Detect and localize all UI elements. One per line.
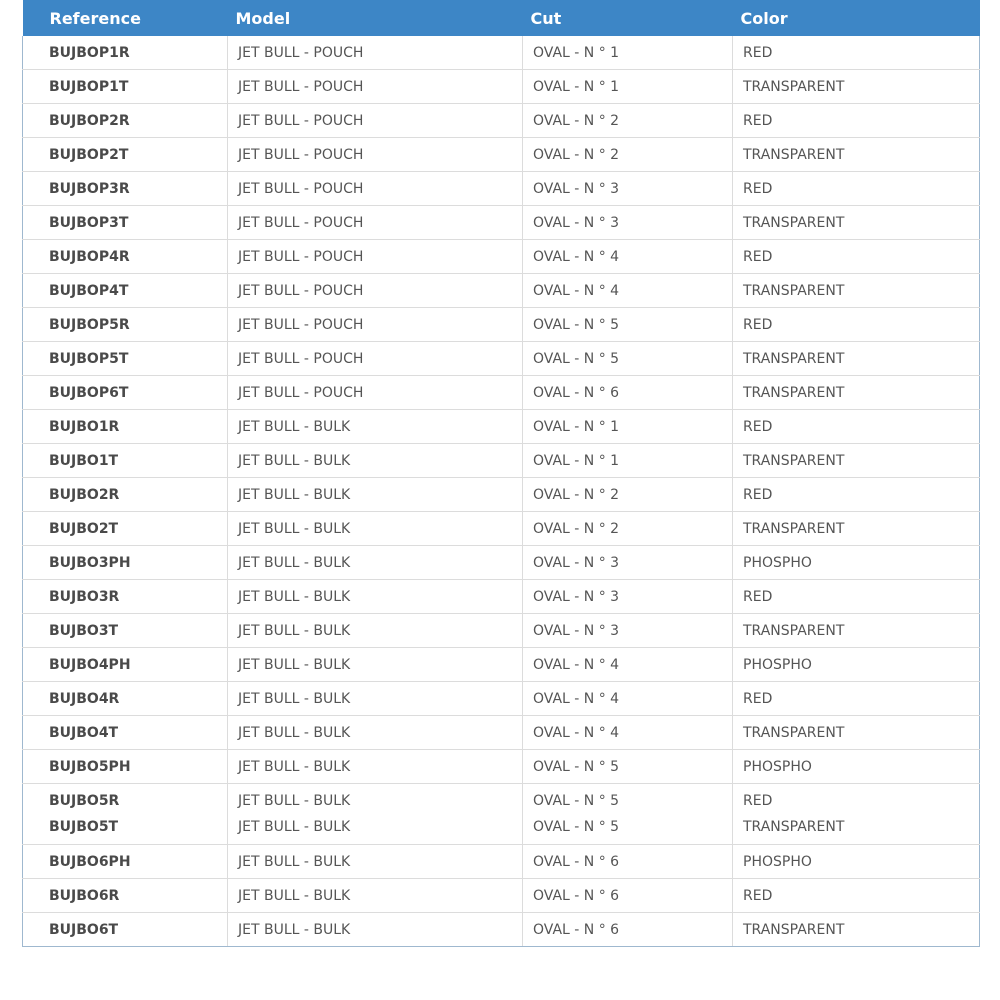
cell-cut: OVAL - N ° 1 bbox=[523, 36, 733, 70]
cell-cut: OVAL - N ° 1 bbox=[523, 70, 733, 104]
cell-model: JET BULL - BULK bbox=[228, 512, 523, 546]
cell-reference: BUJBO4PH bbox=[23, 648, 228, 682]
cell-reference: BUJBOP1R bbox=[23, 36, 228, 70]
cell-cut: OVAL - N ° 6 bbox=[523, 913, 733, 947]
cell-cut: OVAL - N ° 6 bbox=[523, 879, 733, 913]
cell-color: TRANSPARENT bbox=[733, 614, 980, 648]
cell-color: RED bbox=[733, 308, 980, 342]
product-table bbox=[22, 0, 980, 947]
cell-reference: BUJBO4T bbox=[23, 716, 228, 750]
cell-color: TRANSPARENT bbox=[733, 206, 980, 240]
cell-color: PHOSPHO bbox=[733, 546, 980, 580]
cell-reference: BUJBOP1T bbox=[23, 70, 228, 104]
cell-reference: BUJBO1R bbox=[23, 410, 228, 444]
cell-reference: BUJBO3PH bbox=[23, 546, 228, 580]
column-header-reference: Reference bbox=[49, 8, 141, 28]
cell-reference: BUJBOP2T bbox=[23, 138, 228, 172]
cell-reference: BUJBO6T bbox=[23, 913, 228, 947]
cell-model-line: JET BULL - BULK bbox=[238, 819, 351, 835]
table-row bbox=[23, 376, 980, 410]
product-table-container bbox=[22, 0, 979, 947]
cell-color: RED bbox=[733, 240, 980, 274]
cell-cut: OVAL - N ° 4 bbox=[523, 274, 733, 308]
table-row bbox=[23, 138, 980, 172]
cell-model bbox=[228, 784, 523, 845]
cell-model: JET BULL - BULK bbox=[228, 648, 523, 682]
cell-reference: BUJBOP3T bbox=[23, 206, 228, 240]
table-header bbox=[23, 0, 980, 36]
cell-reference: BUJBO2R bbox=[23, 478, 228, 512]
cell-color: TRANSPARENT bbox=[733, 716, 980, 750]
cell-cut: OVAL - N ° 5 bbox=[523, 308, 733, 342]
cell-cut: OVAL - N ° 1 bbox=[523, 444, 733, 478]
cell-color: PHOSPHO bbox=[733, 648, 980, 682]
cell-color: RED bbox=[733, 104, 980, 138]
cell-model: JET BULL - BULK bbox=[228, 410, 523, 444]
table-row bbox=[23, 512, 980, 546]
cell-model: JET BULL - BULK bbox=[228, 580, 523, 614]
cell-reference: BUJBO2T bbox=[23, 512, 228, 546]
cell-color-line: TRANSPARENT bbox=[743, 819, 845, 835]
cell-cut: OVAL - N ° 3 bbox=[523, 580, 733, 614]
cell-model: JET BULL - BULK bbox=[228, 913, 523, 947]
table-body bbox=[23, 36, 980, 947]
cell-reference-line: BUJBO5T bbox=[49, 819, 119, 835]
cell-model: JET BULL - BULK bbox=[228, 614, 523, 648]
table-row bbox=[23, 206, 980, 240]
cell-cut: OVAL - N ° 3 bbox=[523, 546, 733, 580]
column-header-cut: Cut bbox=[530, 8, 562, 28]
cell-cut: OVAL - N ° 4 bbox=[523, 648, 733, 682]
cell-reference: BUJBOP4R bbox=[23, 240, 228, 274]
cell-model: JET BULL - BULK bbox=[228, 682, 523, 716]
cell-cut: OVAL - N ° 5 bbox=[523, 750, 733, 784]
cell-model: JET BULL - POUCH bbox=[228, 240, 523, 274]
cell-cut: OVAL - N ° 3 bbox=[523, 614, 733, 648]
cell-color: RED bbox=[733, 410, 980, 444]
table-row bbox=[23, 240, 980, 274]
table-row bbox=[23, 36, 980, 70]
cell-cut: OVAL - N ° 2 bbox=[523, 138, 733, 172]
table-row bbox=[23, 580, 980, 614]
cell-color: TRANSPARENT bbox=[733, 138, 980, 172]
cell-color: RED bbox=[733, 879, 980, 913]
table-row bbox=[23, 682, 980, 716]
cell-model: JET BULL - POUCH bbox=[228, 342, 523, 376]
cell-color: TRANSPARENT bbox=[733, 913, 980, 947]
table-row bbox=[23, 274, 980, 308]
cell-model: JET BULL - POUCH bbox=[228, 138, 523, 172]
table-row bbox=[23, 750, 980, 784]
table-row bbox=[23, 913, 980, 947]
cell-reference: BUJBO3R bbox=[23, 580, 228, 614]
cell-model: JET BULL - BULK bbox=[228, 444, 523, 478]
table-row bbox=[23, 70, 980, 104]
table-row bbox=[23, 342, 980, 376]
cell-reference: BUJBO4R bbox=[23, 682, 228, 716]
cell-color: TRANSPARENT bbox=[733, 70, 980, 104]
table-row bbox=[23, 444, 980, 478]
cell-model: JET BULL - POUCH bbox=[228, 376, 523, 410]
cell-model: JET BULL - POUCH bbox=[228, 70, 523, 104]
table-row bbox=[23, 614, 980, 648]
cell-reference bbox=[23, 784, 228, 845]
cell-cut: OVAL - N ° 2 bbox=[523, 512, 733, 546]
cell-color: TRANSPARENT bbox=[733, 512, 980, 546]
cell-color-line: RED bbox=[743, 793, 773, 809]
cell-cut: OVAL - N ° 2 bbox=[523, 104, 733, 138]
cell-model: JET BULL - BULK bbox=[228, 879, 523, 913]
cell-cut: OVAL - N ° 4 bbox=[523, 240, 733, 274]
cell-model: JET BULL - POUCH bbox=[228, 206, 523, 240]
table-row bbox=[23, 845, 980, 879]
cell-color: TRANSPARENT bbox=[733, 444, 980, 478]
cell-cut bbox=[523, 784, 733, 845]
cell-cut: OVAL - N ° 5 bbox=[523, 342, 733, 376]
cell-cut-line: OVAL - N ° 5 bbox=[533, 793, 620, 809]
cell-model: JET BULL - BULK bbox=[228, 750, 523, 784]
cell-model: JET BULL - POUCH bbox=[228, 36, 523, 70]
table-row bbox=[23, 104, 980, 138]
cell-reference: BUJBO3T bbox=[23, 614, 228, 648]
cell-reference: BUJBO6PH bbox=[23, 845, 228, 879]
cell-color: RED bbox=[733, 36, 980, 70]
cell-cut: OVAL - N ° 4 bbox=[523, 716, 733, 750]
cell-color: TRANSPARENT bbox=[733, 342, 980, 376]
header-row bbox=[23, 0, 980, 36]
table-row bbox=[23, 478, 980, 512]
cell-model: JET BULL - BULK bbox=[228, 845, 523, 879]
cell-reference: BUJBOP6T bbox=[23, 376, 228, 410]
cell-color: RED bbox=[733, 580, 980, 614]
table-row bbox=[23, 308, 980, 342]
cell-reference: BUJBO5PH bbox=[23, 750, 228, 784]
column-header-model: Model bbox=[235, 8, 291, 28]
table-row bbox=[23, 546, 980, 580]
table-row bbox=[23, 172, 980, 206]
cell-model: JET BULL - POUCH bbox=[228, 308, 523, 342]
cell-color: RED bbox=[733, 682, 980, 716]
cell-reference: BUJBOP3R bbox=[23, 172, 228, 206]
cell-cut: OVAL - N ° 2 bbox=[523, 478, 733, 512]
cell-cut: OVAL - N ° 1 bbox=[523, 410, 733, 444]
cell-cut: OVAL - N ° 6 bbox=[523, 376, 733, 410]
cell-cut: OVAL - N ° 4 bbox=[523, 682, 733, 716]
cell-reference: BUJBOP5T bbox=[23, 342, 228, 376]
cell-color: TRANSPARENT bbox=[733, 274, 980, 308]
cell-reference: BUJBO6R bbox=[23, 879, 228, 913]
table-row bbox=[23, 410, 980, 444]
cell-color: RED bbox=[733, 478, 980, 512]
cell-reference: BUJBOP5R bbox=[23, 308, 228, 342]
cell-reference: BUJBO1T bbox=[23, 444, 228, 478]
cell-color: RED bbox=[733, 172, 980, 206]
cell-reference: BUJBOP2R bbox=[23, 104, 228, 138]
cell-color: PHOSPHO bbox=[733, 750, 980, 784]
cell-color: PHOSPHO bbox=[733, 845, 980, 879]
cell-model: JET BULL - BULK bbox=[228, 716, 523, 750]
cell-cut: OVAL - N ° 6 bbox=[523, 845, 733, 879]
cell-reference-line: BUJBO5R bbox=[49, 793, 120, 809]
cell-reference: BUJBOP4T bbox=[23, 274, 228, 308]
cell-color bbox=[733, 784, 980, 845]
cell-model: JET BULL - POUCH bbox=[228, 104, 523, 138]
table-row bbox=[23, 716, 980, 750]
cell-model: JET BULL - POUCH bbox=[228, 172, 523, 206]
cell-model: JET BULL - POUCH bbox=[228, 274, 523, 308]
cell-model-line: JET BULL - BULK bbox=[238, 793, 351, 809]
column-header-color: Color bbox=[740, 8, 788, 28]
table-row bbox=[23, 784, 980, 845]
table-row bbox=[23, 648, 980, 682]
cell-model: JET BULL - BULK bbox=[228, 546, 523, 580]
cell-model: JET BULL - BULK bbox=[228, 478, 523, 512]
cell-cut-line: OVAL - N ° 5 bbox=[533, 819, 620, 835]
cell-cut: OVAL - N ° 3 bbox=[523, 206, 733, 240]
cell-color: TRANSPARENT bbox=[733, 376, 980, 410]
table-row bbox=[23, 879, 980, 913]
cell-cut: OVAL - N ° 3 bbox=[523, 172, 733, 206]
